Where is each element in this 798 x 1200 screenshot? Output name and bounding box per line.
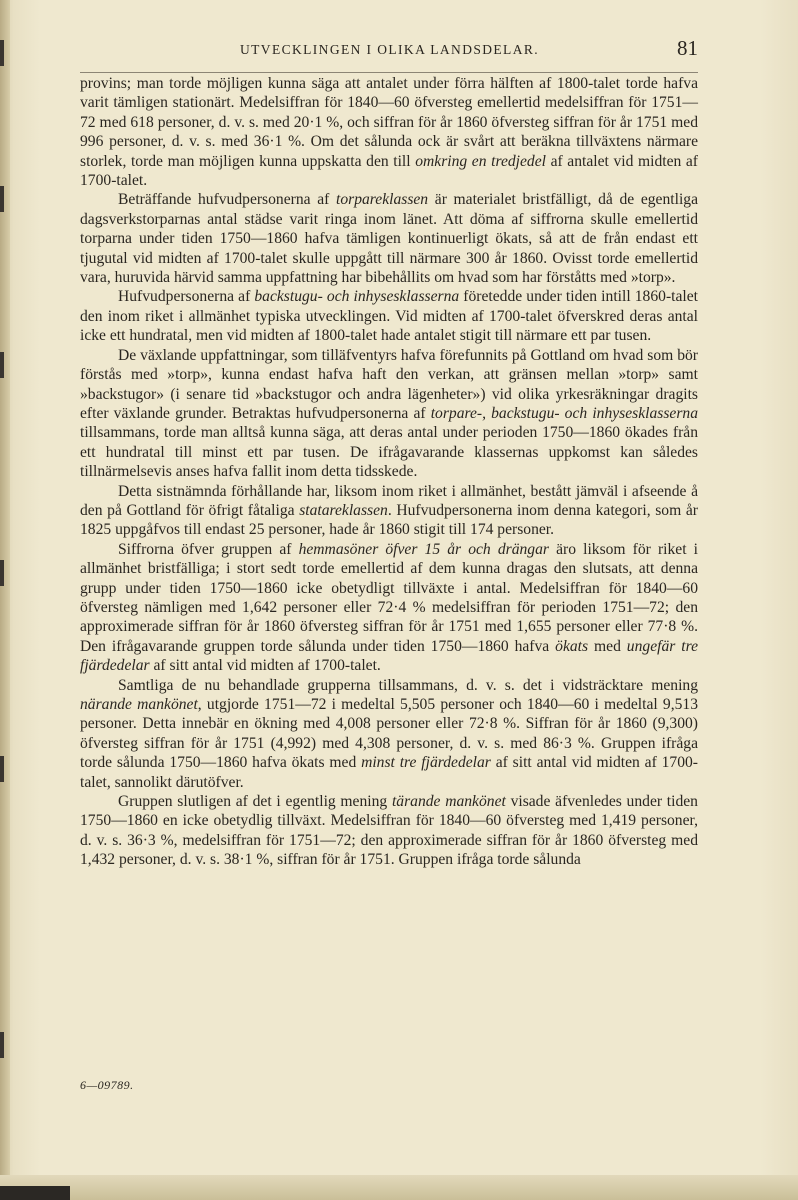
body-text [80, 74, 698, 870]
paragraph-text: De växlande uppfattningar, som tilläfventyrs hafva förefunnits på Gottland om hvad som bör förstås med »torp», kunna endast hafva haft den verkan, att gränsen mellan »torp» samt »backstugor» (i senare tid »backstugor och andra lägenheter») vid olika yrkesräkningar dragits efter växlande grunder. Betraktas hufvudpersonerna af [80, 346, 698, 422]
paragraph-text: visade äfvenledes under tiden 1750—1860 en icke obetydlig tillväxt. Medelsiffran för 1840—60 öfversteg med 1,419 personer, d. v. s. 36·3 %, medelsiffran för 1751—72; den approximerade siffran för år 1860 öfversteg med 1,432 personer, d. v. s. 38·1 %, siffran för år 1751. Gruppen ifråga torde sålunda [80, 793, 698, 869]
paragraph [80, 792, 698, 870]
paragraph-text: är materialet bristfälligt, då de egentliga dagsverkstorparnas antal städse varit ringa inom länet. Att döma af siffrorna skulle emellertid torparna under tiden 1750—1860 hafva tämligen kontinuerligt ökats, så att de från endast ett tjugutal vid midten af 1700-talet skulle uppgått till närmare 300 år 1860. Ovisst torde emellertid vara, huruvida härvid samma uppfattning har bibehållits om hvad som har förståtts med »torp». [80, 191, 698, 287]
spine-mark [0, 186, 4, 212]
paragraph-text: af antalet vid midten af 1700-talet. [80, 152, 699, 190]
paragraph-text: af sitt antal vid midten af 1700-talet, sannolikt därutöfver. [80, 754, 698, 791]
paragraph-text: , utgjorde 1751—72 i medeltal 5,505 personer och 1840—60 i medeltal 9,513 personer. Detta innebär en ökning med 4,008 personer eller 72·8 %. Siffran för år 1860 (9,300) öfversteg siffran för år 1751 (4,992) med 4,308 personer, d. v. s. med 86·3 %. Gruppen ifråga torde sålunda 1750—1860 hafva ökats med [80, 696, 698, 772]
emphasis-text: omkring en tredjedel [415, 152, 546, 170]
paragraph [80, 190, 698, 287]
emphasis-text: tärande mankönet [391, 793, 506, 811]
emphasis-text: backstugu- och inhysesklasserna [254, 288, 460, 306]
paragraph-text: företedde under tiden intill 1860-talet den inom riket i allmänhet typiska utvecklingen. Vid midten af 1700-talet öfverskred deras antal icke ett hundratal, men vid midten af 1800-talet hade antalet stigit till närmare ett par tusen. [80, 288, 698, 345]
paragraph [80, 287, 698, 345]
paragraph-text: Hufvudpersonerna af [118, 288, 255, 306]
paragraph-text: af sitt antal vid midten af 1700-talet. [149, 657, 381, 675]
paragraph-text: Beträffande hufvudpersonerna af [118, 191, 336, 209]
spine-mark [0, 352, 4, 378]
paragraph [80, 346, 698, 482]
spine-mark [0, 40, 4, 66]
emphasis-text: torpareklassen [336, 191, 429, 209]
emphasis-text: ungefär tre fjärdedelar [80, 637, 698, 675]
page-bottom-edge [0, 1175, 798, 1200]
paragraph [80, 676, 698, 792]
emphasis-text: närande mankönet [80, 696, 198, 713]
spine-mark [0, 1032, 4, 1058]
spine-mark [0, 560, 4, 586]
emphasis-text: minst tre fjärdedelar [361, 754, 491, 772]
page-header [80, 36, 698, 66]
page-corner [0, 1186, 70, 1200]
emphasis-text: statareklassen [299, 501, 388, 519]
emphasis-text: ökats [555, 637, 589, 655]
paragraph-text: med [588, 637, 627, 655]
paragraph-text: . Hufvudpersonerna inom denna kategori, som år 1825 uppgåfvos till endast 25 personer, hade år 1860 stigit till 174 personer. [80, 501, 698, 539]
paragraph [80, 482, 698, 540]
emphasis-text: torpare-, backstugu- och inhysesklasserna [430, 404, 698, 422]
paragraph-text: tillsammans, torde man alltså kunna säga, att deras antal under perioden 1750—1860 ökades från ett hundratal till minst ett par tusen. De ifrågavarande klassernas uppkomst kan således tillnärmelsevis anses hafva fallit inom detta tidsskede. [80, 424, 698, 481]
paragraph-text: Samtliga de nu behandlade grupperna tillsammans, d. v. s. det i vidsträcktare mening [118, 676, 698, 694]
emphasis-text: hemmasöner öfver 15 år och drängar [298, 540, 549, 558]
paragraph-text: äro liksom för riket i allmänhet bristfälliga; i stort sedt torde emellertid af dem kunna dragas den slutsats, att denna grupp under tiden 1750—1860 icke obetydligt tillväxte i antal. Medelsiffran för 1840—60 öfversteg nämligen med 1,642 personer eller 72·4 % medelsiffran för perioden 1751—72; den approximerade siffran för år 1860 öfversteg siffran för år 1751 med 1,655 personer eller 77·8 %. Den ifrågavarande gruppen torde sålunda under tiden 1750—1860 hafva [80, 540, 698, 655]
paragraph-text: Gruppen slutligen af det i egentlig mening [118, 793, 392, 811]
paragraph [80, 74, 698, 190]
page-number: 81 [677, 36, 698, 60]
running-title: UTVECKLINGEN I OLIKA LANDSDELAR. [240, 42, 540, 57]
printer-signature: 6—09789. [80, 1078, 134, 1092]
paragraph-text: Detta sistnämnda förhållande har, liksom inom riket i allmänhet, bestått jämväl i afseende å den på Gottland för öfrigt fåtaliga [80, 482, 698, 519]
book-spine [0, 0, 10, 1200]
paragraph-text: provins; man torde möjligen kunna säga att antalet under förra hälften af 1800-talet torde hafva varit tämligen stationärt. Medelsiffran för 1840—60 öfversteg emellertid medelsiffran för 1751—72 med 618 personer, d. v. s. med 20·1 %, och siffran för år 1860 öfversteg siffran för år 1751 med 996 personer, d. v. s. med 36·1 %. Om det sålunda ock är svårt att beräkna tillväxtens närmare storlek, torde man möjligen kunna uppskatta den till [80, 75, 698, 170]
spine-mark [0, 756, 4, 782]
paragraph [80, 540, 698, 676]
header-rule [80, 72, 698, 73]
paragraph-text: Siffrorna öfver gruppen af [118, 540, 299, 558]
